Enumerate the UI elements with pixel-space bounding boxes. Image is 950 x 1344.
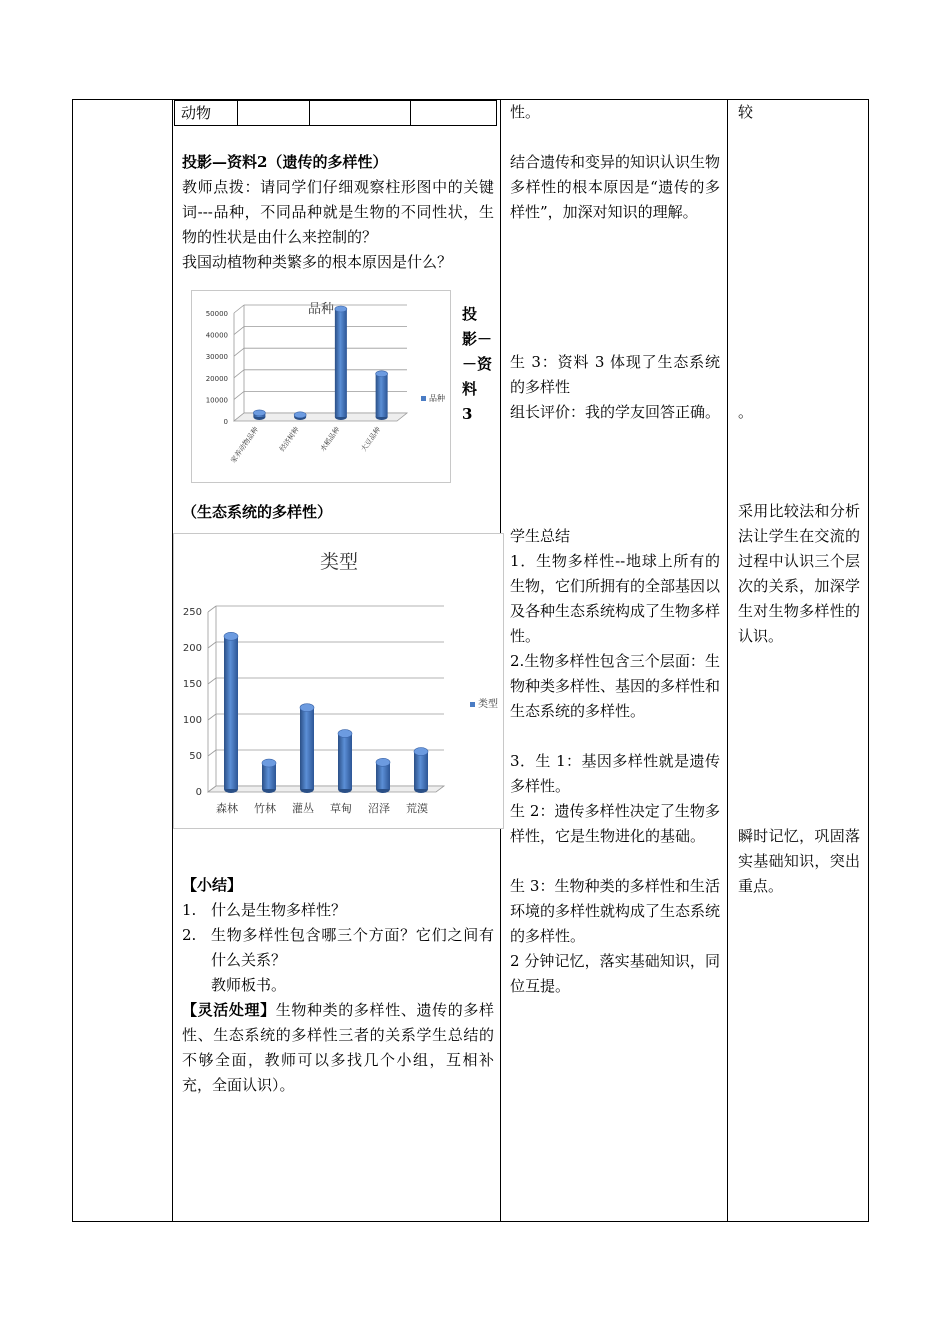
side-note-line: 影－: [462, 330, 493, 348]
bar-top: [376, 371, 388, 377]
bar-top: [294, 412, 306, 418]
y-tick-label: 10000: [205, 396, 228, 405]
summary-item-2-text: 生物多样性包含哪三个方面？它们之间有什么关系？: [211, 926, 494, 969]
table-left-border: [72, 99, 73, 1222]
bar-top: [262, 759, 276, 767]
x-category-label: 大豆品种: [359, 425, 383, 454]
y-tick-label: 0: [195, 787, 202, 798]
gridline-depth: [234, 305, 244, 313]
mini-table: [174, 100, 497, 126]
bar: [338, 734, 352, 789]
side-note-line: －资: [462, 355, 493, 373]
gridline-depth: [234, 370, 244, 378]
question-text: 我国动植物种类繁多的根本原因是什么？: [182, 253, 453, 271]
col4-top-text: 较: [738, 103, 754, 121]
y-tick-label: 50: [189, 751, 202, 762]
summary-item-2-number: 2.: [182, 926, 197, 944]
gridline-depth: [234, 327, 244, 335]
y-tick-label: 200: [182, 643, 202, 654]
col3-summary-6: 2 分钟记忆，落实基础知识，同位互提。: [510, 952, 720, 995]
y-tick-label: 150: [182, 679, 202, 690]
bar-top: [224, 632, 238, 640]
col4-mark: 。: [738, 403, 754, 421]
legend-swatch: [470, 702, 475, 707]
col4-method-paragraph: 采用比较法和分析法让学生在交流的过程中认识三个层次的关系，加深学生对生物多样性的认识。: [738, 502, 860, 645]
gridline-depth: [208, 606, 216, 612]
gridline-depth: [208, 714, 216, 720]
col3-summary-4: 生 2：遗传多样性决定了生物多样性，它是生物进化的基础。: [510, 802, 720, 845]
flex-paragraph: [182, 998, 494, 1098]
col3-summary-1: 1．生物多样性--地球上所有的生物，它们所拥有的全部基因以及各种生态系统构成了生物多样性。: [510, 552, 721, 645]
col3-summary-5: 生 3：生物种类的多样性和生活环境的多样性就构成了生态系统的多样性。: [510, 877, 721, 945]
chart-title: 类型: [319, 551, 359, 573]
x-category-label: 沼泽: [368, 802, 390, 815]
gridline-depth: [208, 642, 216, 648]
col3-top-text: 性。: [510, 103, 541, 121]
mini-table-cell-animal: 动物: [181, 104, 212, 122]
bar: [224, 636, 238, 789]
type-chart: [173, 533, 504, 829]
side-note: [462, 302, 498, 427]
legend-label: 品种: [429, 394, 445, 403]
x-category-label: 经济树种: [278, 425, 301, 454]
bar: [335, 309, 347, 417]
side-note-line: 料: [462, 380, 478, 398]
bar-top: [414, 748, 428, 756]
chart-title: 品种: [307, 302, 335, 317]
y-tick-label: 50000: [205, 310, 228, 318]
x-category-label: 竹林: [254, 802, 276, 815]
board-note: 教师板书。: [211, 976, 287, 994]
mini-table-divider: [309, 101, 310, 125]
ecosystem-heading: （生态系统的多样性）: [182, 503, 333, 521]
side-note-line: 3: [462, 405, 473, 423]
y-tick-label: 0: [223, 418, 228, 426]
y-tick-label: 100: [182, 715, 202, 726]
table-right-border: [868, 99, 869, 1222]
x-category-label: 森林: [216, 802, 238, 815]
legend-swatch: [421, 396, 426, 401]
bar: [414, 752, 428, 789]
resource2-heading: 投影—资料2（遗传的多样性）: [182, 153, 388, 171]
x-category-label: 草甸: [330, 802, 352, 815]
col3-student3-paragraph: 生 3：资料 3 体现了生态系统的多样性: [510, 353, 720, 396]
bar-top: [335, 306, 347, 312]
col3-leader-evaluation: 组长评价：我的学友回答正确。: [510, 403, 721, 421]
summary-item-1-text: 什么是生物多样性？: [211, 901, 347, 919]
mini-table-divider: [237, 101, 238, 125]
y-tick-label: 20000: [205, 374, 228, 383]
x-category-label: 水稻品种: [318, 425, 342, 454]
summary-heading: 【小结】: [182, 876, 243, 894]
summary-item-1-number: 1.: [182, 901, 197, 919]
bar: [300, 708, 314, 789]
gridline-depth: [208, 678, 216, 684]
x-category-label: 灌丛: [292, 802, 314, 815]
col3-summary-3: 3．生 1：基因多样性就是遗传多样性。: [510, 752, 720, 795]
flex-text: 生物种类的多样性、遗传的多样性、生态系统的多样性三者的关系学生总结的不够全面，教师可以多找几个小组，互相补充，全面认识）。: [182, 1001, 494, 1094]
y-tick-label: 250: [182, 607, 202, 618]
gridline-depth: [234, 348, 244, 356]
legend-label: 类型: [478, 699, 498, 710]
y-tick-label: 30000: [205, 353, 228, 362]
bar-top: [253, 410, 265, 416]
mini-table-divider: [410, 101, 411, 125]
variety-chart: [191, 290, 451, 483]
table-bottom-border: [72, 1221, 869, 1222]
bar: [376, 374, 388, 417]
y-tick-label: 40000: [205, 331, 228, 340]
bar-top: [300, 704, 314, 712]
col3-genetic-paragraph: 结合遗传和变异的知识认识生物多样性的根本原因是“遗传的多样性”，加深对知识的理解。: [510, 153, 721, 221]
type-chart-svg: [174, 534, 503, 828]
x-category-label: 荒漠: [406, 802, 428, 815]
column-divider-3: [727, 99, 728, 1222]
col4-memory-paragraph: 瞬时记忆，巩固落实基础知识，突出重点。: [738, 827, 860, 895]
teacher-hint: 教师点拨：请同学们仔细观察柱形图中的关键词---品种，不同品种就是生物的不同性状，生物的性状是由什么来控制的？: [182, 178, 494, 246]
gridline-depth: [234, 391, 244, 399]
x-category-label: 家养动物品种: [229, 425, 261, 465]
col3-summary-2: 2.生物多样性包含三个层面：生物种类多样性、基因的多样性和生态系统的多样性。: [510, 652, 721, 720]
variety-chart-svg: [192, 291, 450, 482]
bar-top: [338, 730, 352, 738]
chart-floor: [208, 786, 444, 792]
col3-summary-title: 学生总结: [510, 527, 571, 545]
gridline-depth: [208, 750, 216, 756]
flex-label: 【灵活处理】: [182, 1001, 276, 1019]
side-note-line: 投: [462, 305, 478, 323]
bar-top: [376, 758, 390, 766]
